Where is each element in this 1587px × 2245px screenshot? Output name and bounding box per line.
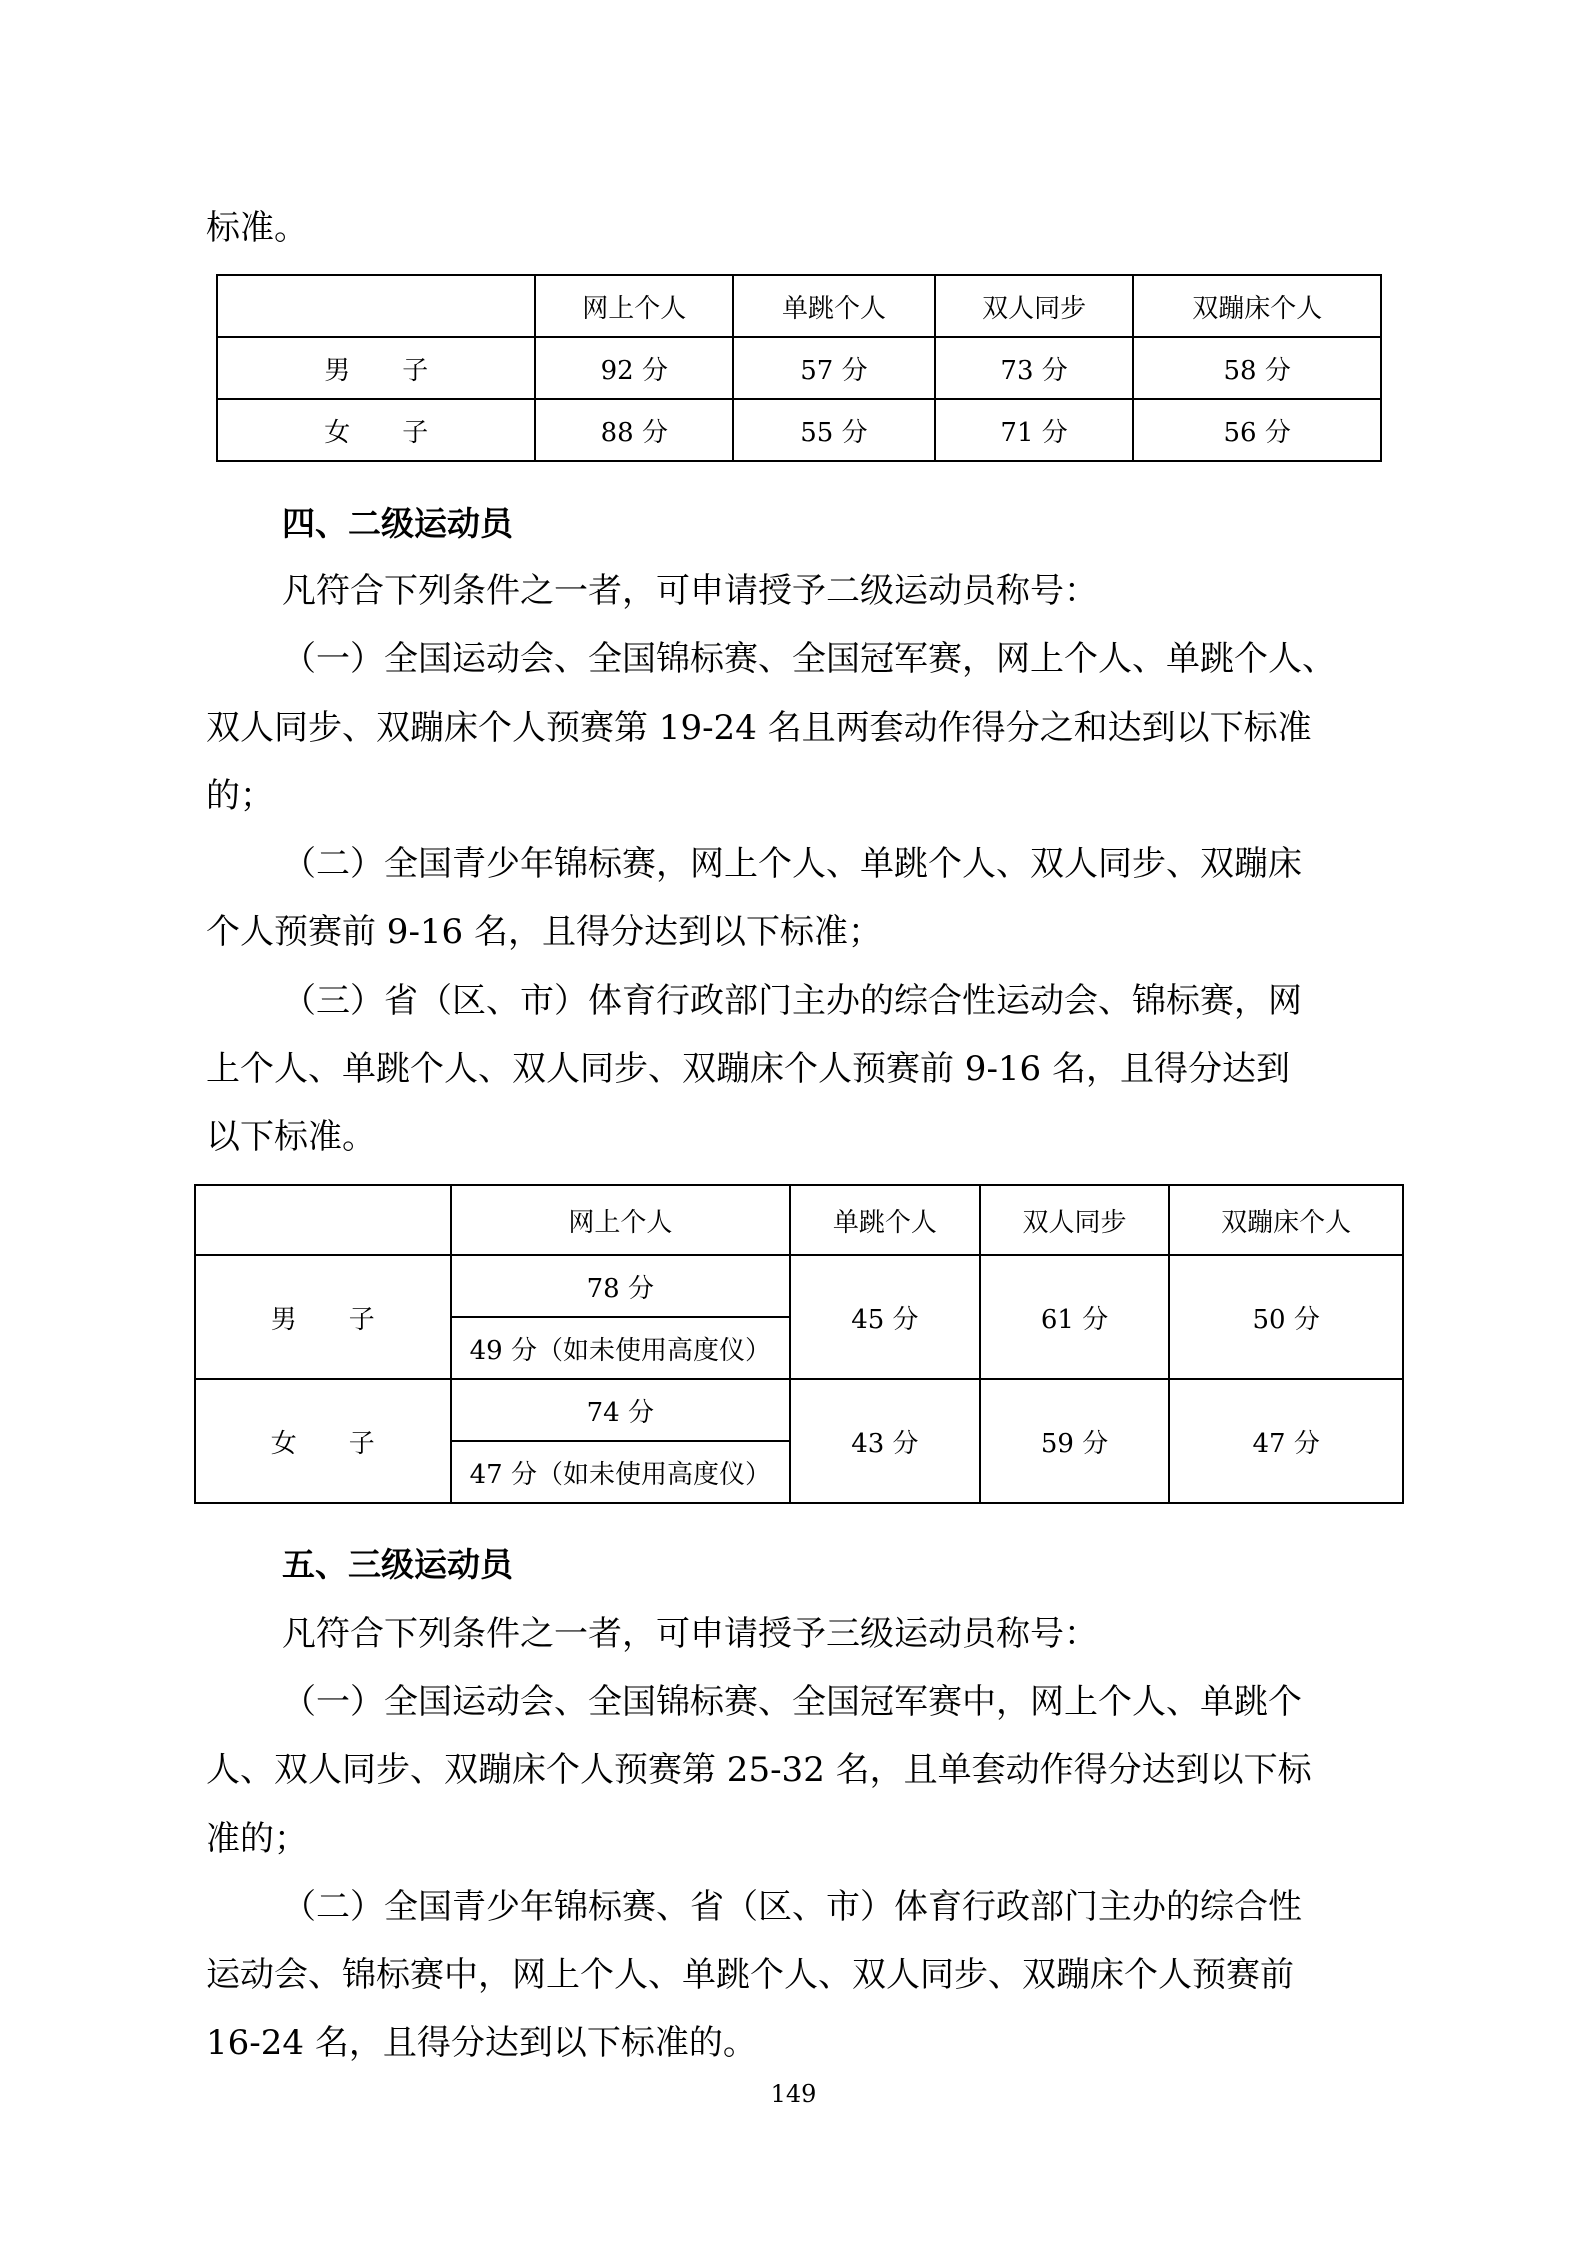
table-cell: 92 分 bbox=[535, 337, 733, 399]
table-cell: 61 分 bbox=[980, 1255, 1170, 1379]
text-line: （一）全国运动会、全国锦标赛、全国冠军赛中，网上个人、单跳个 bbox=[282, 1682, 1302, 1722]
text-line: 凡符合下列条件之一者，可申请授予三级运动员称号： bbox=[282, 1614, 1098, 1654]
text-line: 人、双人同步、双蹦床个人预赛第 25-32 名，且单套动作得分达到以下标 bbox=[206, 1750, 1312, 1790]
table-cell: 55 分 bbox=[733, 399, 935, 461]
table-header-cell bbox=[195, 1185, 451, 1255]
table-cell: 43 分 bbox=[790, 1379, 980, 1503]
row-label: 女 子 bbox=[195, 1379, 451, 1503]
text-line: 凡符合下列条件之一者，可申请授予二级运动员称号： bbox=[282, 571, 1098, 611]
score-table-2 bbox=[194, 1184, 1404, 1504]
text-line: 个人预赛前 9-16 名，且得分达到以下标准； bbox=[206, 912, 882, 952]
table-row bbox=[217, 337, 1381, 399]
score-table-1 bbox=[216, 274, 1382, 462]
table-row bbox=[195, 1255, 1403, 1317]
text-line: 运动会、锦标赛中，网上个人、单跳个人、双人同步、双蹦床个人预赛前 bbox=[206, 1955, 1294, 1995]
table-header-cell: 双蹦床个人 bbox=[1169, 1185, 1403, 1255]
table-header-row bbox=[217, 275, 1381, 337]
text-line: 以下标准。 bbox=[206, 1117, 376, 1157]
table-cell: 73 分 bbox=[935, 337, 1134, 399]
page-number: 149 bbox=[770, 2080, 817, 2108]
table-header-cell: 网上个人 bbox=[535, 275, 733, 337]
table-cell: 58 分 bbox=[1133, 337, 1381, 399]
text-line: （三）省（区、市）体育行政部门主办的综合性运动会、锦标赛，网 bbox=[282, 981, 1302, 1021]
table-header-cell: 双人同步 bbox=[980, 1185, 1170, 1255]
text-line: 准的； bbox=[206, 1819, 308, 1859]
row-label: 男 子 bbox=[195, 1255, 451, 1379]
text-line: 的； bbox=[206, 776, 274, 816]
table-cell: 47 分（如未使用高度仪） bbox=[451, 1441, 790, 1503]
table-cell: 47 分 bbox=[1169, 1379, 1403, 1503]
section-heading: 五、三级运动员 bbox=[282, 1545, 513, 1584]
text-line: 标准。 bbox=[206, 208, 308, 248]
row-label: 男 子 bbox=[217, 337, 535, 399]
table-header-row bbox=[195, 1185, 1403, 1255]
section-heading: 四、二级运动员 bbox=[282, 504, 513, 543]
table-cell: 56 分 bbox=[1133, 399, 1381, 461]
table-header-cell: 网上个人 bbox=[451, 1185, 790, 1255]
table-cell: 57 分 bbox=[733, 337, 935, 399]
text-line: 16-24 名，且得分达到以下标准的。 bbox=[206, 2023, 757, 2063]
table-header-cell: 双人同步 bbox=[935, 275, 1134, 337]
row-label: 女 子 bbox=[217, 399, 535, 461]
table-header-cell: 单跳个人 bbox=[790, 1185, 980, 1255]
table-header-cell bbox=[217, 275, 535, 337]
table-cell: 88 分 bbox=[535, 399, 733, 461]
table-cell: 59 分 bbox=[980, 1379, 1170, 1503]
table-cell: 49 分（如未使用高度仪） bbox=[451, 1317, 790, 1379]
table-cell: 74 分 bbox=[451, 1379, 790, 1441]
text-line: （二）全国青少年锦标赛、省（区、市）体育行政部门主办的综合性 bbox=[282, 1887, 1302, 1927]
text-line: （一）全国运动会、全国锦标赛、全国冠军赛，网上个人、单跳个人、 bbox=[282, 639, 1336, 679]
table-row bbox=[195, 1379, 1403, 1441]
table-header-cell: 双蹦床个人 bbox=[1133, 275, 1381, 337]
table-header-cell: 单跳个人 bbox=[733, 275, 935, 337]
table-cell: 50 分 bbox=[1169, 1255, 1403, 1379]
table-row bbox=[217, 399, 1381, 461]
table-cell: 71 分 bbox=[935, 399, 1134, 461]
text-line: 双人同步、双蹦床个人预赛第 19-24 名且两套动作得分之和达到以下标准 bbox=[206, 708, 1312, 748]
table-cell: 45 分 bbox=[790, 1255, 980, 1379]
text-line: 上个人、单跳个人、双人同步、双蹦床个人预赛前 9-16 名，且得分达到 bbox=[206, 1049, 1290, 1089]
text-line: （二）全国青少年锦标赛，网上个人、单跳个人、双人同步、双蹦床 bbox=[282, 844, 1302, 884]
table-cell: 78 分 bbox=[451, 1255, 790, 1317]
